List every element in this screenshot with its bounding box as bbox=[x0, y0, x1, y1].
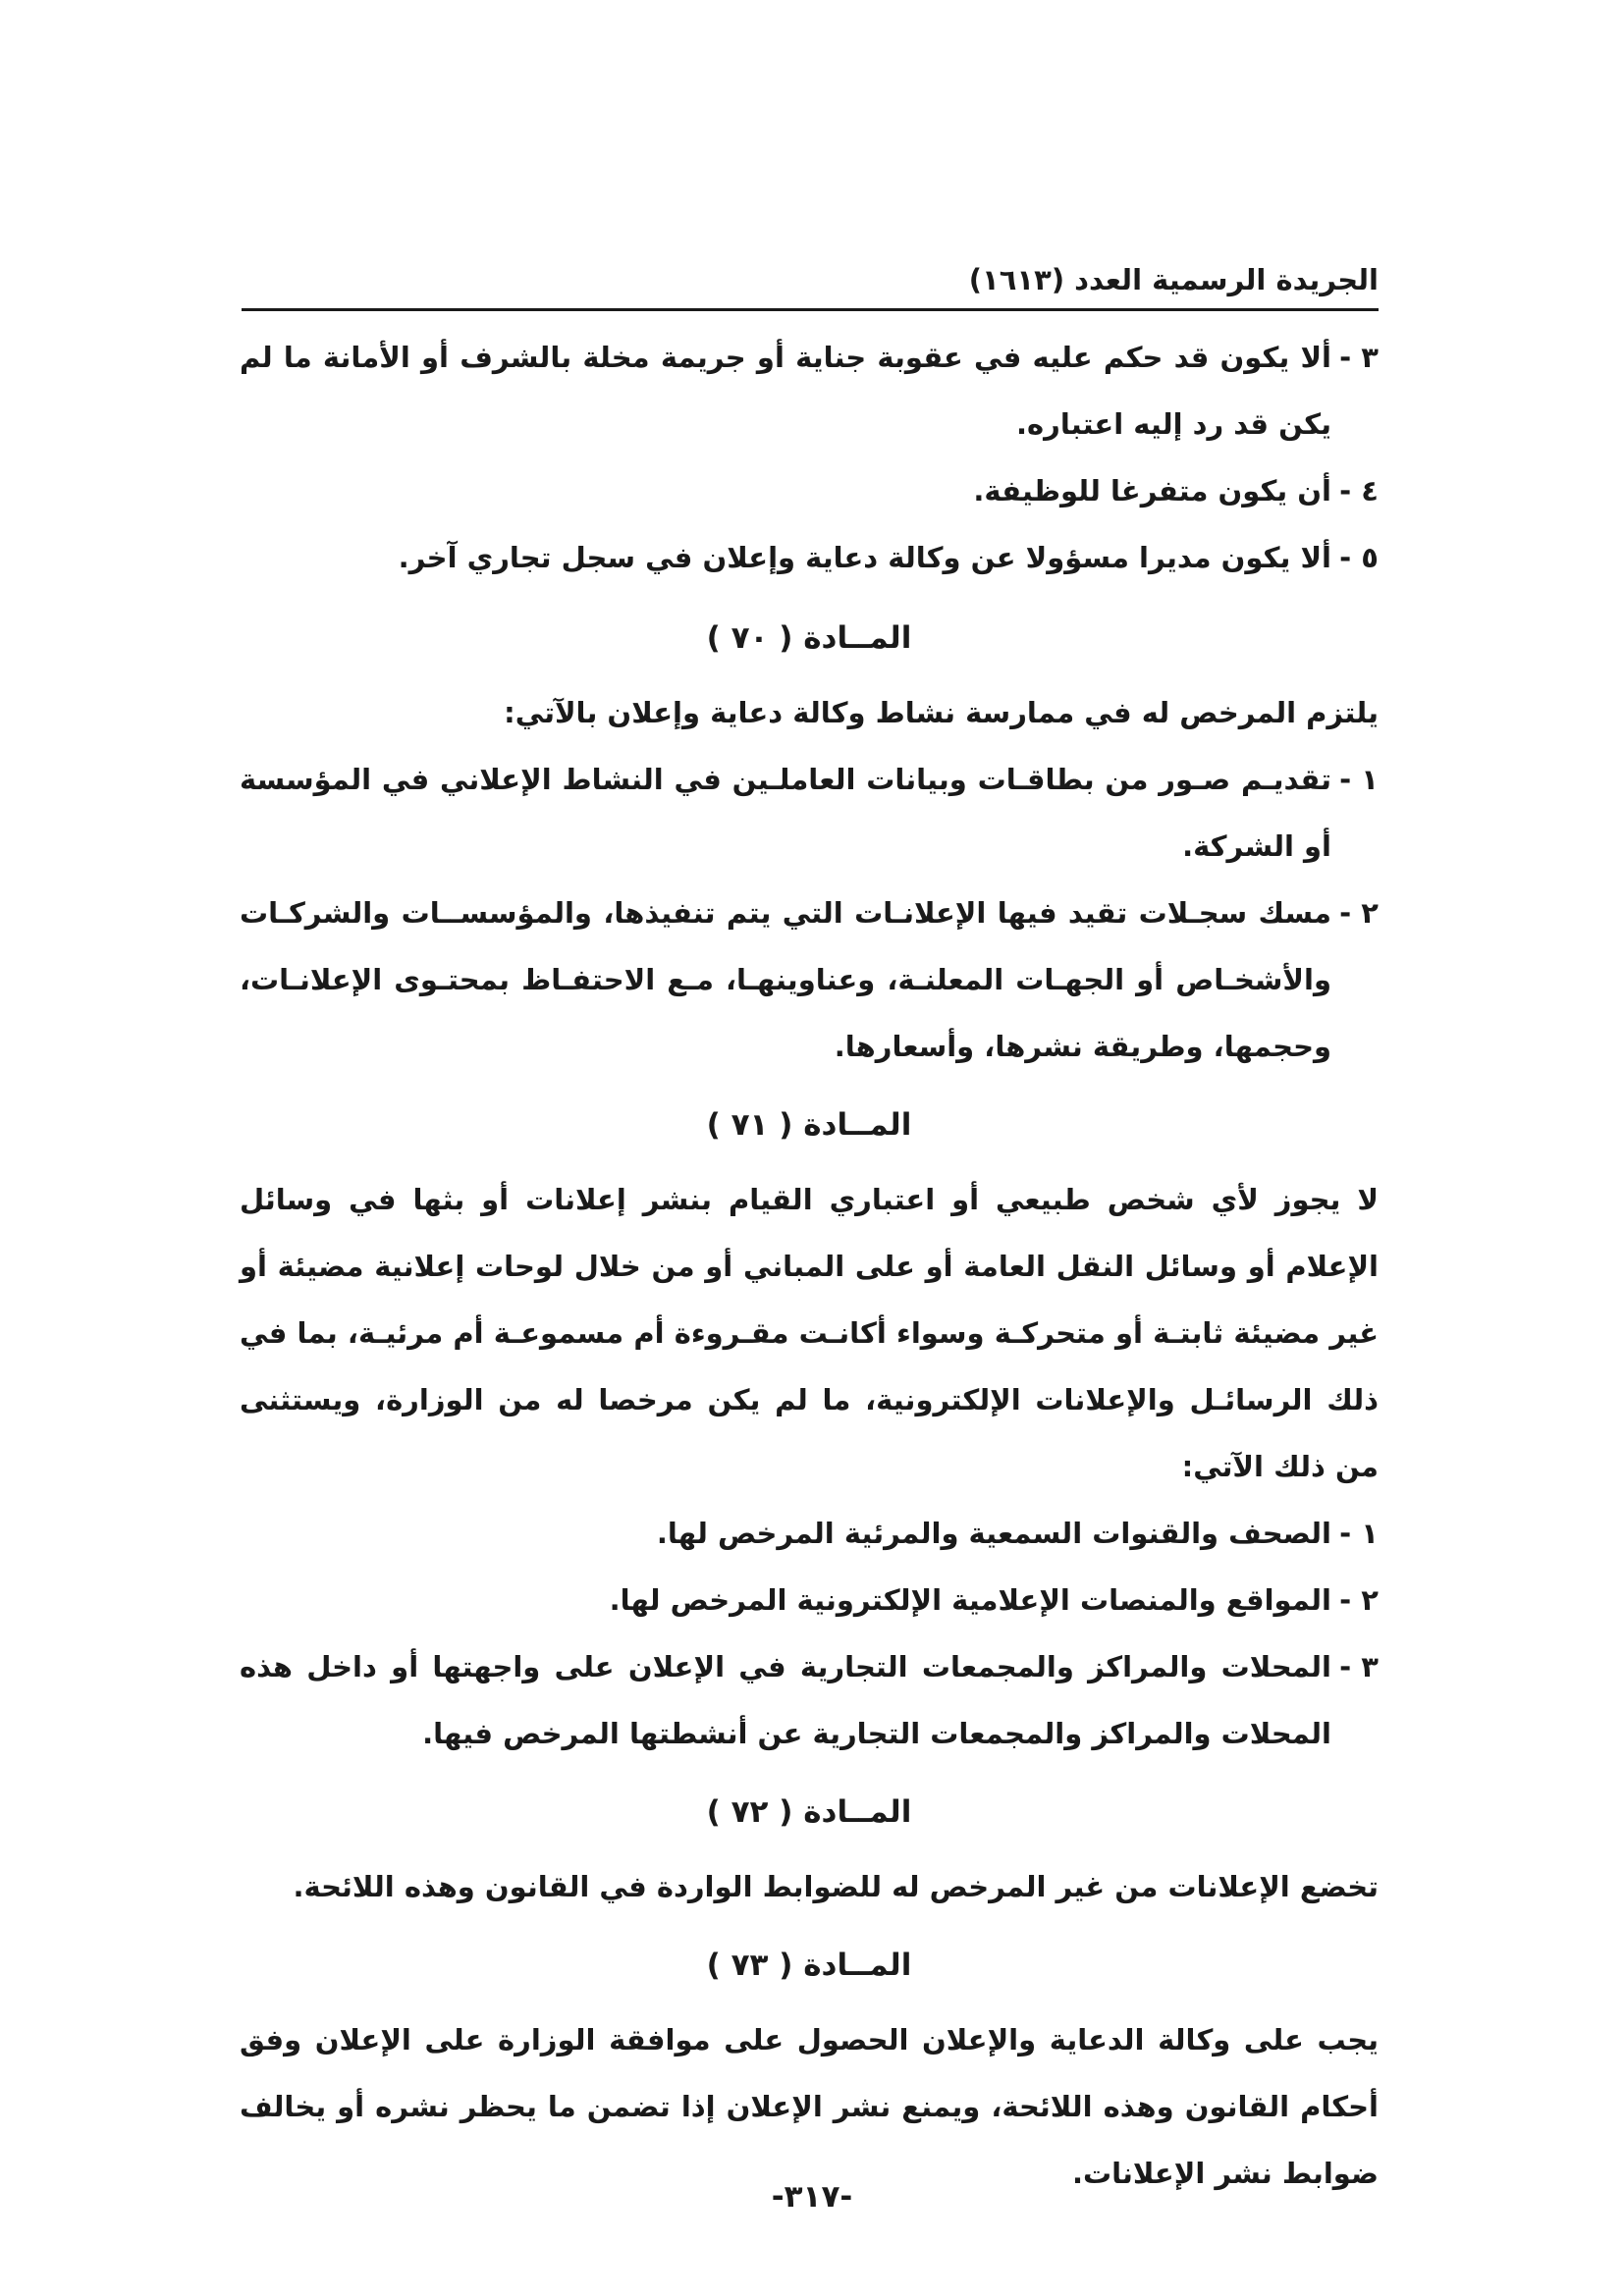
article-heading-72: المــادة ( ٧٢ ) bbox=[706, 1794, 912, 1830]
list-item-text: ألا يكون مديرا مسؤولا عن وكالة دعاية وإعلان في سجل تجاري آخر. bbox=[398, 541, 1331, 574]
list-item-number: ٢ - bbox=[1339, 896, 1379, 930]
list-item bbox=[240, 524, 1379, 591]
article-heading-71: المــادة ( ٧١ ) bbox=[706, 1107, 912, 1143]
list-item-number: ٣ - bbox=[1339, 1650, 1379, 1683]
list-item-number: ٣ - bbox=[1339, 341, 1379, 374]
article-73-text: يجب على وكالة الدعاية والإعلان الحصول على موافقة الوزارة على الإعلان وفق أحكام القانون وهذه اللائحة، ويمنع نشر الإعلان إذا تضمن ما يحظر نشره أو يخالف ضوابط نشر الإعلانات. bbox=[240, 2023, 1379, 2190]
header-divider bbox=[242, 308, 1379, 311]
page-number: -٣١٧- bbox=[771, 2179, 853, 2215]
list-item bbox=[240, 1567, 1379, 1633]
list-item-number: ١ - bbox=[1339, 763, 1379, 796]
list-item bbox=[240, 1500, 1379, 1567]
list-item-text: مسك سجـلات تقيد فيها الإعلانـات التي يتم تنفيذها، والمؤسســات والشركـات والأشخـاص أو الجهـات المعلنـة، وعناوينهـا، مـع الاحتفـاظ بمحتـوى الإعلانـات، وحجمها، وطريقة نشرها، وأسعارها. bbox=[240, 896, 1331, 1063]
list-item bbox=[240, 324, 1379, 457]
list-item-text: تقديـم صـور من بطاقـات وبيانات العاملـين في النشاط الإعلاني في المؤسسة أو الشركة. bbox=[240, 763, 1331, 863]
list-item-number: ٢ - bbox=[1339, 1583, 1379, 1617]
list-item bbox=[240, 1633, 1379, 1767]
article-heading-73: المــادة ( ٧٣ ) bbox=[706, 1948, 912, 1983]
list-item-text: المحلات والمراكز والمجمعات التجارية في الإعلان على واجهتها أو داخل هذه المحلات والمراكز والمجمعات التجارية عن أنشطتها المرخص فيها. bbox=[240, 1650, 1331, 1750]
list-item bbox=[240, 746, 1379, 880]
list-item-text: الصحف والقنوات السمعية والمرئية المرخص لها. bbox=[656, 1517, 1331, 1550]
page-header bbox=[244, 263, 1379, 310]
list-item-number: ٤ - bbox=[1339, 474, 1379, 507]
list-item-text: ألا يكون قد حكم عليه في عقوبة جناية أو جريمة مخلة بالشرف أو الأمانة ما لم يكن قد رد إليه اعتباره. bbox=[240, 341, 1331, 441]
list-item-number: ٥ - bbox=[1339, 541, 1379, 574]
article-71-intro: لا يجوز لأي شخص طبيعي أو اعتباري القيام بنشر إعلانات أو بثها في وسائل الإعلام أو وسائل النقل العامة أو على المباني أو من خلال لوحات إعلانية مضيئة أو غير مضيئة ثابتـة أو متحركـة وسواء أكانـت مقـروءة أم مسموعـة أم مرئيـة، بما في ذلك الرسائـل والإعلانات الإلكترونية، ما لم يكن مرخصا له من الوزارة، ويستثنى من ذلك الآتي: bbox=[240, 1183, 1379, 1483]
article-70-intro: يلتزم المرخص له في ممارسة نشاط وكالة دعاية وإعلان بالآتي: bbox=[504, 696, 1379, 729]
article-heading-70: المــادة ( ٧٠ ) bbox=[706, 620, 912, 656]
list-item bbox=[240, 457, 1379, 524]
list-item bbox=[240, 880, 1379, 1080]
list-item-number: ١ - bbox=[1339, 1517, 1379, 1550]
list-item-text: المواقع والمنصات الإعلامية الإلكترونية المرخص لها. bbox=[609, 1583, 1331, 1617]
document-body bbox=[240, 324, 1379, 2207]
list-item-text: أن يكون متفرغا للوظيفة. bbox=[973, 474, 1331, 507]
gazette-title: الجريدة الرسمية العدد (١٦١٣) bbox=[968, 263, 1379, 296]
article-72-text: تخضع الإعلانات من غير المرخص له للضوابط الواردة في القانون وهذه اللائحة. bbox=[293, 1870, 1379, 1903]
